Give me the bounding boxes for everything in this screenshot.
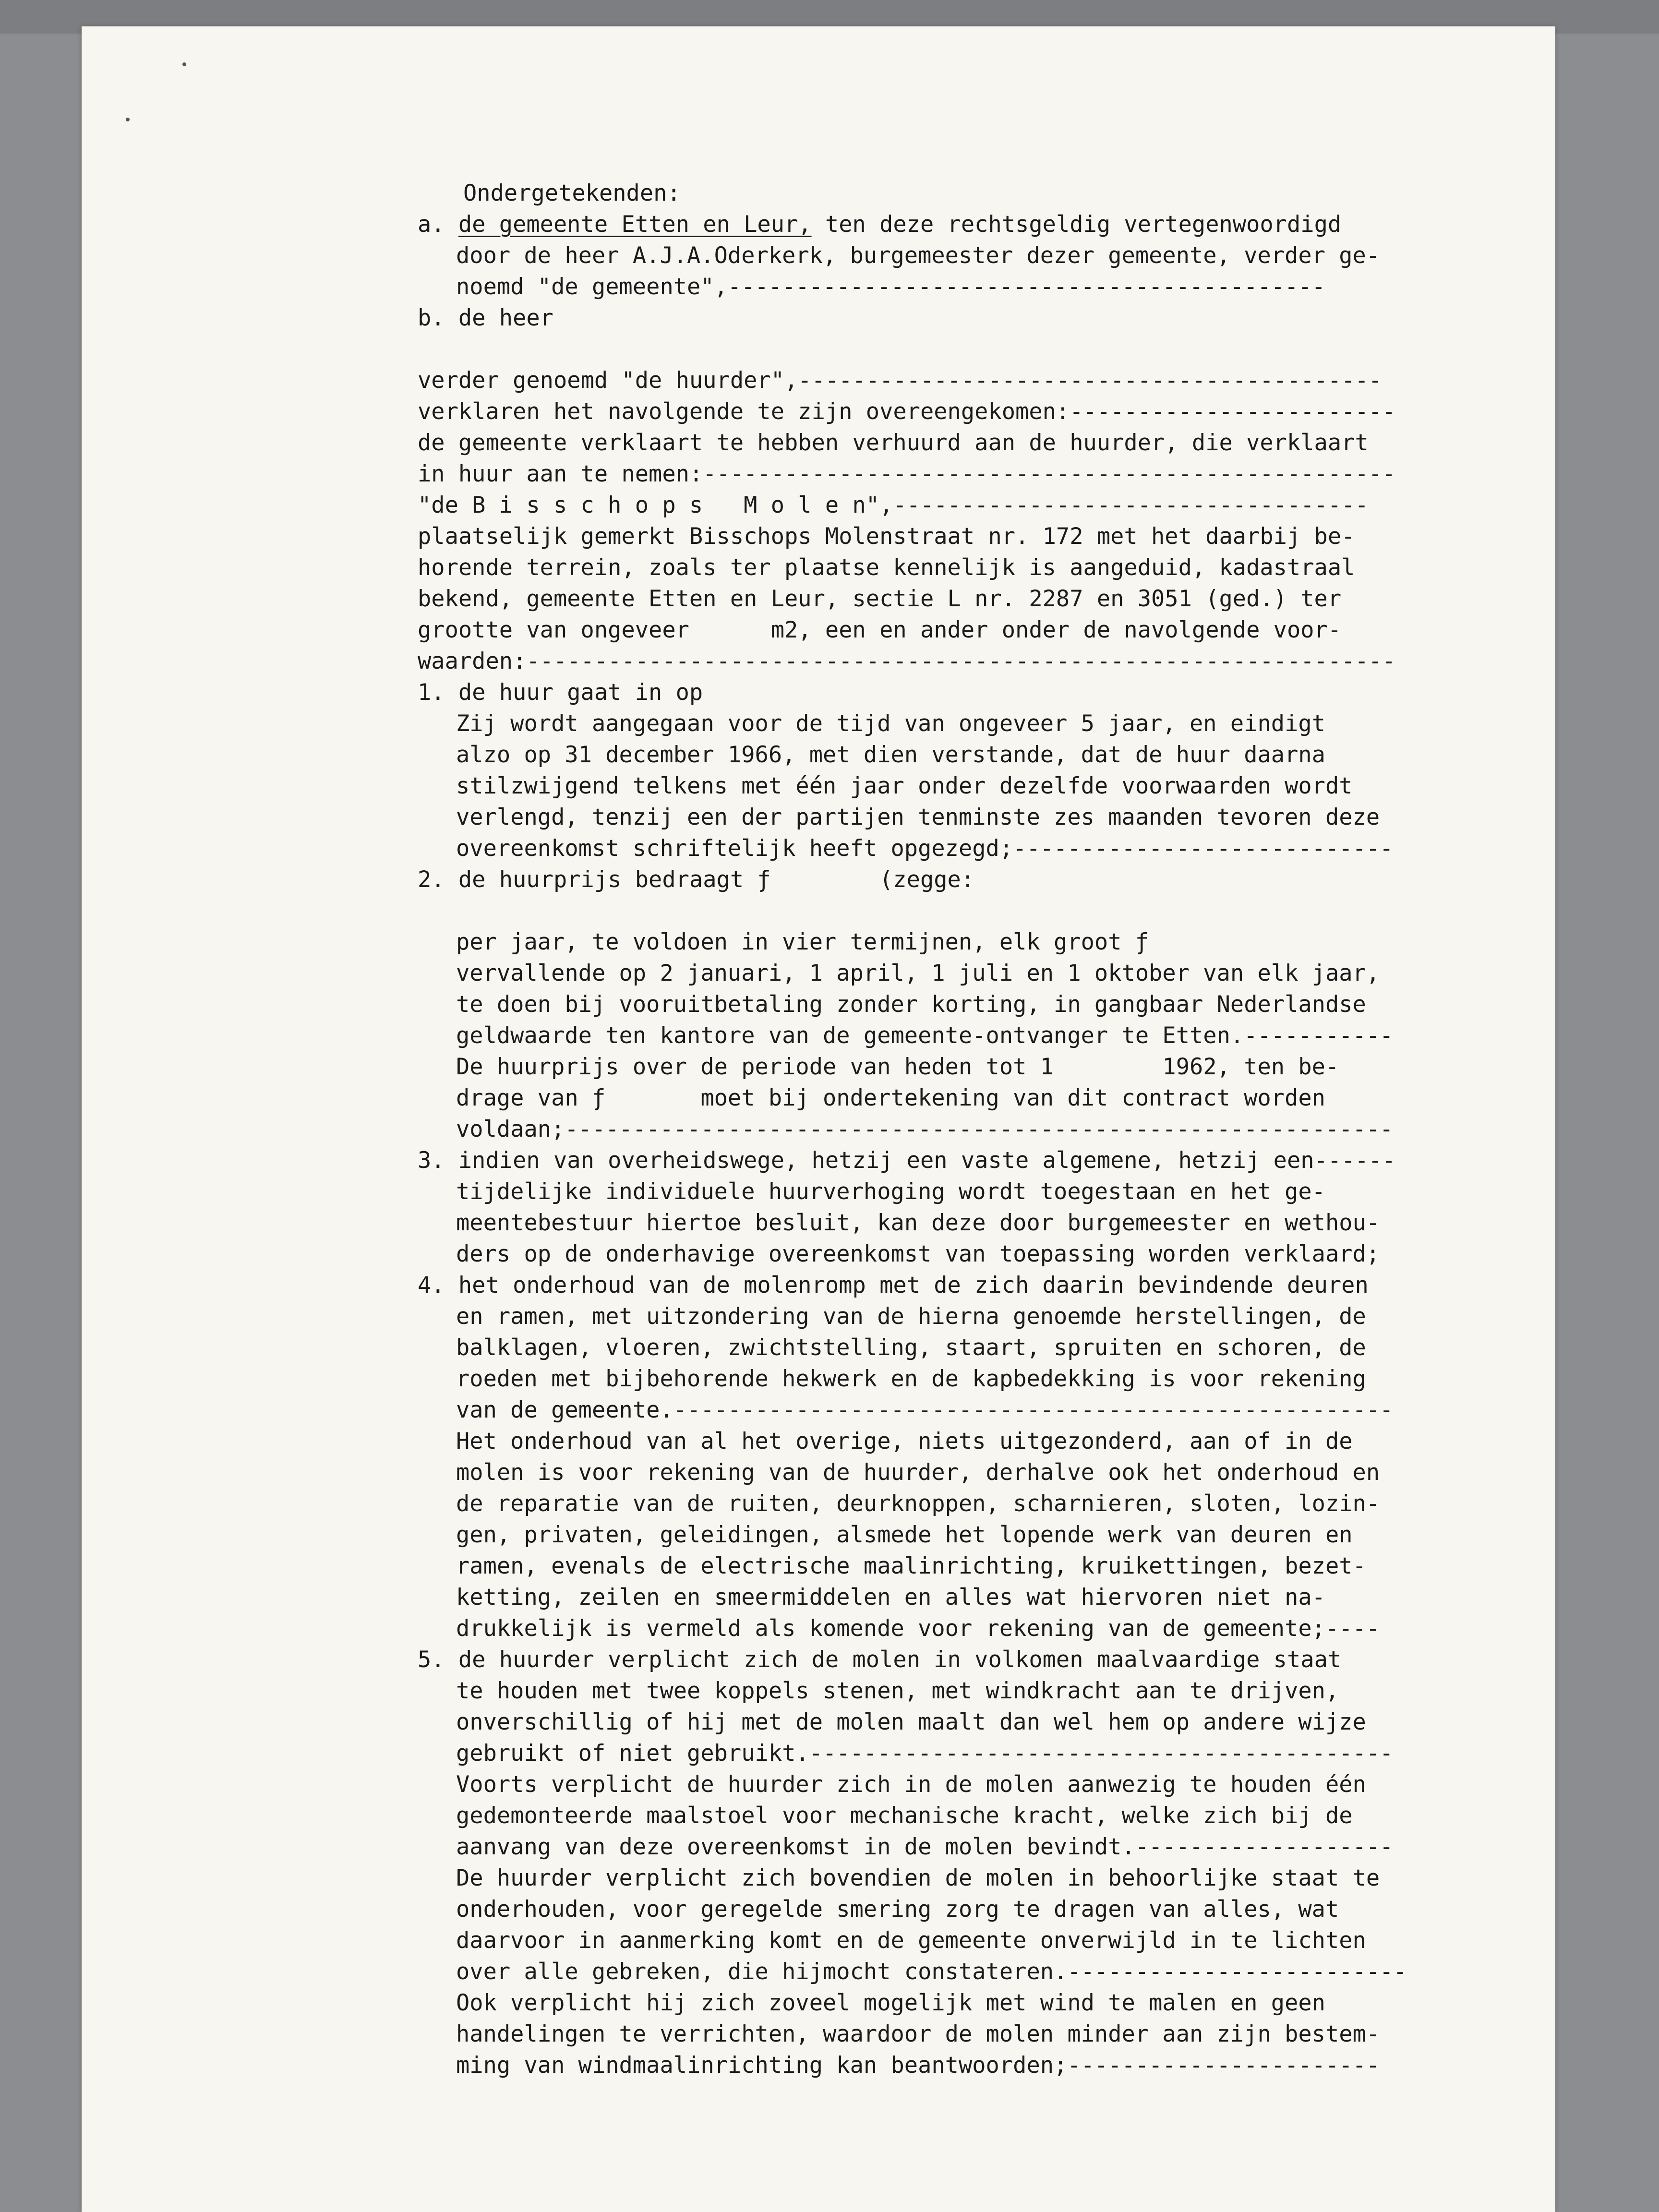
contract-line — [456, 1207, 1380, 1238]
line-text: verlengd, tenzij een der partijen tenminste zes maanden tevoren deze — [456, 804, 1380, 830]
contract-line — [418, 209, 1341, 240]
line-text: voldaan;------------------------------------------------------------- — [456, 1116, 1394, 1142]
line-text: in huur aan te nemen:--------------------------------------------------- — [418, 461, 1396, 487]
contract-line — [456, 1800, 1353, 1831]
contract-line — [418, 302, 553, 334]
contract-line — [418, 521, 1355, 552]
contract-line — [456, 1769, 1366, 1800]
contract-line — [456, 1956, 1407, 1987]
line-text: de heer — [458, 305, 553, 331]
line-text: bekend, gemeente Etten en Leur, sectie L nr. 2287 en 3051 (ged.) ter — [418, 586, 1342, 612]
line-text: ketting, zeilen en smeermiddelen en alles wat hiervoren niet na- — [456, 1584, 1325, 1611]
clause-number: 5. — [418, 1647, 458, 1673]
contract-line — [456, 1114, 1393, 1145]
line-text: De huurder verplicht zich bovendien de molen in behoorlijke staat te — [456, 1865, 1380, 1891]
contract-line — [456, 1831, 1393, 1863]
line-text: het onderhoud van de molenromp met de zich daarin bevindende deuren — [458, 1272, 1369, 1298]
contract-line — [418, 490, 1369, 521]
line-text: onverschillig of hij met de molen maalt dan wel hem op andere wijze — [456, 1709, 1366, 1735]
contract-line — [456, 1738, 1393, 1769]
line-text: Zij wordt aangegaan voor de tijd van ongeveer 5 jaar, en eindigt — [456, 710, 1325, 737]
contract-line — [456, 739, 1325, 770]
line-text: alzo op 31 december 1966, met dien verstande, dat de huur daarna — [456, 742, 1325, 768]
contract-line — [456, 1301, 1366, 1332]
line-text: per jaar, te voldoen in vier termijnen, elk groot ƒ — [456, 929, 1149, 955]
contract-line — [418, 677, 703, 708]
contract-line — [418, 552, 1355, 583]
line-text: roeden met bijbehorende hekwerk en de kapbedekking is voor rekening — [456, 1366, 1366, 1392]
line-text: noemd "de gemeente",-------------------------------------------- — [456, 274, 1325, 300]
line-text: en ramen, met uitzondering van de hierna genoemde herstellingen, de — [456, 1303, 1366, 1330]
contract-line — [456, 2019, 1380, 2050]
line-text: de reparatie van de ruiten, deurknoppen, scharnieren, sloten, lozin- — [456, 1491, 1380, 1517]
contract-line — [418, 864, 974, 895]
contract-line — [456, 770, 1353, 802]
line-text: de huurprijs bedraagt ƒ (zegge: — [458, 866, 975, 893]
contract-line — [418, 1145, 1395, 1176]
line-text: de huur gaat in op — [458, 679, 703, 706]
line-text: door de heer A.J.A.Oderkerk, burgemeester dezer gemeente, verder ge- — [456, 242, 1380, 269]
paper-speck — [182, 62, 186, 66]
contract-line — [463, 178, 681, 209]
line-text: plaatselijk gemerkt Bisschops Molenstraat nr. 172 met het daarbij be- — [418, 523, 1355, 550]
contract-line — [456, 1238, 1380, 1270]
contract-line — [456, 708, 1325, 739]
clause-number: a. — [418, 211, 458, 238]
line-text: waarden:---------------------------------------------------------------- — [418, 648, 1396, 674]
line-text: grootte van ongeveer m2, een en ander onder de navolgende voor- — [418, 617, 1342, 643]
contract-line — [456, 1332, 1366, 1363]
clause-number: 4. — [418, 1272, 458, 1298]
line-text: ming van windmaalinrichting kan beantwoorden;----------------------- — [456, 2052, 1380, 2079]
line-text: te houden met twee koppels stenen, met windkracht aan te drijven, — [456, 1678, 1339, 1704]
line-text: horende terrein, zoals ter plaatse kennelijk is aangeduid, kadastraal — [418, 554, 1355, 581]
paper-speck — [126, 118, 130, 121]
line-text: aanvang van deze overeenkomst in de molen bevindt.------------------- — [456, 1834, 1394, 1860]
line-text: tijdelijke individuele huurverhoging wordt toegestaan en het ge- — [456, 1178, 1325, 1205]
line-text: verklaren het navolgende te zijn overeengekomen:------------------------ — [418, 398, 1396, 425]
contract-line — [456, 1582, 1325, 1613]
line-text: over alle gebreken, die hijmocht constateren.------------------------- — [456, 1959, 1407, 1985]
line-text: ten deze rechtsgeldig vertegenwoordigd — [811, 211, 1342, 238]
line-text: "de B i s s c h o p s M o l e n",----------------------------------- — [418, 492, 1369, 518]
line-text: stilzwijgend telkens met één jaar onder dezelfde voorwaarden wordt — [456, 773, 1353, 799]
contract-line — [456, 271, 1325, 302]
line-text: Voorts verplicht de huurder zich in de molen aanwezig te houden één — [456, 1771, 1366, 1798]
contract-line — [456, 1707, 1366, 1738]
contract-line — [456, 1613, 1380, 1644]
underlined-party-name: de gemeente Etten en Leur, — [458, 211, 812, 238]
contract-line — [418, 427, 1369, 458]
contract-line — [418, 646, 1395, 677]
contract-line — [418, 614, 1341, 646]
line-text: drukkelijk is vermeld als komende voor rekening van de gemeente;---- — [456, 1615, 1380, 1642]
clause-number: 3. — [418, 1147, 458, 1174]
contract-line — [456, 958, 1380, 989]
contract-line — [456, 833, 1393, 864]
contract-line — [456, 1457, 1380, 1488]
line-text: indien van overheidswege, hetzij een vaste algemene, hetzij een------ — [458, 1147, 1396, 1174]
contract-line — [418, 583, 1341, 614]
line-text: van de gemeente.----------------------------------------------------- — [456, 1397, 1394, 1423]
contract-line — [456, 1987, 1325, 2019]
contract-line — [456, 926, 1149, 958]
contract-line — [456, 1675, 1339, 1707]
line-text: meentebestuur hiertoe besluit, kan deze door burgemeester en wethou- — [456, 1210, 1380, 1236]
clause-number: 2. — [418, 866, 458, 893]
contract-line — [456, 1363, 1366, 1395]
contract-line — [456, 1488, 1380, 1519]
line-text: drage van ƒ moet bij ondertekening van dit contract worden — [456, 1085, 1325, 1111]
contract-line — [456, 2050, 1380, 2081]
line-text: ders op de onderhavige overeenkomst van toepassing worden verklaard; — [456, 1241, 1380, 1267]
contract-line — [418, 1644, 1341, 1675]
line-text: Ook verplicht hij zich zoveel mogelijk met wind te malen en geen — [456, 1990, 1325, 2016]
clause-number: b. — [418, 305, 458, 331]
line-text: gedemonteerde maalstoel voor mechanische kracht, welke zich bij de — [456, 1803, 1353, 1829]
contract-line — [456, 240, 1380, 271]
line-text: de gemeente verklaart te hebben verhuurd aan de huurder, die verklaart — [418, 430, 1369, 456]
line-text: overeenkomst schriftelijk heeft opgezegd;---------------------------- — [456, 835, 1394, 862]
contract-line — [418, 1270, 1369, 1301]
contract-line — [418, 365, 1382, 396]
line-text: molen is voor rekening van de huurder, derhalve ook het onderhoud en — [456, 1459, 1380, 1486]
contract-line — [418, 458, 1395, 490]
contract-line — [456, 1176, 1325, 1207]
line-text: gen, privaten, geleidingen, alsmede het lopende werk van deuren en — [456, 1522, 1353, 1548]
typed-document-page — [82, 26, 1555, 2212]
contract-line — [456, 1863, 1380, 1894]
contract-line — [418, 396, 1395, 427]
line-text: handelingen te verrichten, waardoor de molen minder aan zijn bestem- — [456, 2021, 1380, 2047]
line-text: balklagen, vloeren, zwichtstelling, staart, spruiten en schoren, de — [456, 1334, 1366, 1361]
line-text: gebruikt of niet gebruikt.------------------------------------------- — [456, 1740, 1394, 1767]
line-text: verder genoemd "de huurder",------------------------------------------- — [418, 367, 1382, 394]
contract-line — [456, 989, 1366, 1020]
contract-line — [456, 1426, 1353, 1457]
contract-line — [456, 1395, 1393, 1426]
line-text: te doen bij vooruitbetaling zonder korting, in gangbaar Nederlandse — [456, 991, 1366, 1018]
contract-line — [456, 1051, 1339, 1082]
line-text: vervallende op 2 januari, 1 april, 1 juli en 1 oktober van elk jaar, — [456, 960, 1380, 986]
line-text: geldwaarde ten kantore van de gemeente-ontvanger te Etten.----------- — [456, 1022, 1394, 1049]
contract-line — [456, 1020, 1393, 1051]
line-text: onderhouden, voor geregelde smering zorg te dragen van alles, wat — [456, 1896, 1339, 1923]
contract-line — [456, 1519, 1353, 1551]
line-text: De huurprijs over de periode van heden tot 1 1962, ten be- — [456, 1054, 1339, 1080]
line-text: de huurder verplicht zich de molen in volkomen maalvaardige staat — [458, 1647, 1342, 1673]
contract-line — [456, 1082, 1325, 1114]
contract-line — [456, 802, 1380, 833]
contract-line — [456, 1925, 1366, 1956]
contract-line — [456, 1551, 1366, 1582]
contract-line — [456, 1894, 1339, 1925]
line-text: ramen, evenals de electrische maalinrichting, kruikettingen, bezet- — [456, 1553, 1366, 1579]
line-text: Ondergetekenden: — [463, 180, 681, 206]
clause-number: 1. — [418, 679, 458, 706]
line-text: daarvoor in aanmerking komt en de gemeente onverwijld in te lichten — [456, 1927, 1366, 1954]
line-text: Het onderhoud van al het overige, niets uitgezonderd, aan of in de — [456, 1428, 1353, 1455]
